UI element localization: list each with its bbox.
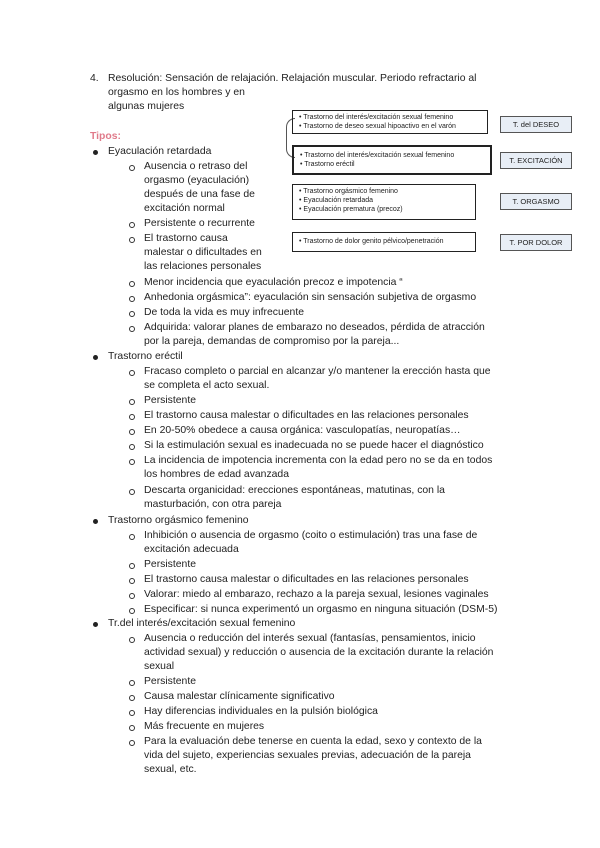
bullet-circle <box>129 608 135 614</box>
s1-item: las relaciones personales <box>144 261 262 272</box>
s3-item: Persistente <box>144 559 196 570</box>
bullet-circle <box>129 237 135 243</box>
bullet-dot <box>93 519 98 524</box>
s2-item: El trastorno causa malestar o dificultades en las relaciones personales <box>144 410 469 421</box>
s4-item: Para la evaluación debe tenerse en cuenta la edad, sexo y contexto de la <box>144 736 482 747</box>
s1-item: Adquirida: valorar planes de embarazo no deseados, pérdida de atracción <box>144 322 485 333</box>
bullet-circle <box>129 534 135 540</box>
section-title-eyaculacion-retardada: Eyaculación retardada <box>108 146 212 157</box>
bullet-circle <box>129 740 135 746</box>
bullet-circle <box>129 489 135 495</box>
bullet-circle <box>129 296 135 302</box>
diagram-box-excitacion <box>292 145 492 175</box>
bullet-circle <box>129 593 135 599</box>
s3-item: El trastorno causa malestar o dificultades en las relaciones personales <box>144 574 469 585</box>
box-line: • Trastorno orgásmico femenino <box>299 188 398 195</box>
bullet-circle <box>129 165 135 171</box>
bullet-circle <box>129 680 135 686</box>
s4-item: Ausencia o reducción del interés sexual (fantasías, pensamientos, inicio <box>144 633 476 644</box>
s2-item: La incidencia de impotencia incrementa con la edad pero no se da en todos <box>144 455 493 466</box>
s4-item: actividad sexual) y reducción o ausencia de la excitación durante la relación <box>144 647 494 658</box>
s1-item: Anhedonia orgásmica”: eyaculación sin sensación subjetiva de orgasmo <box>144 292 477 303</box>
resolution-line-2: orgasmo en los hombres y en <box>108 87 245 98</box>
s3-item: Especificar: si nunca experimentó un orgasmo en ninguna situación (DSM-5) <box>144 604 498 615</box>
s2-item: Fracaso completo o parcial en alcanzar y/o mantener la erección hasta que <box>144 366 491 377</box>
bullet-circle <box>129 444 135 450</box>
bullet-circle <box>129 222 135 228</box>
s4-item: Causa malestar clínicamente significativo <box>144 691 335 702</box>
bullet-dot <box>93 622 98 627</box>
s4-item: Hay diferencias individuales en la pulsión biológica <box>144 706 378 717</box>
s1-item: Menor incidencia que eyaculación precoz e impotencia “ <box>144 277 403 288</box>
s1-item: malestar o dificultades en <box>144 247 262 258</box>
bullet-circle <box>129 459 135 465</box>
s4-item: vida del sujeto, experiencias sexuales previas, adecuación de la pareja <box>144 750 471 761</box>
list-number: 4. <box>90 73 99 84</box>
tipos-heading: Tipos: <box>90 131 121 142</box>
box-line: • Trastorno de dolor genito pélvico/penetración <box>299 238 444 245</box>
box-line: • Trastorno de deseo sexual hipoactivo en el varón <box>299 123 456 130</box>
s2-item: Si la estimulación sexual es inadecuada no se puede hacer el diagnóstico <box>144 440 484 451</box>
bullet-circle <box>129 725 135 731</box>
s1-item: excitación normal <box>144 203 225 214</box>
diagram-box-orgasmo <box>292 184 476 220</box>
bullet-circle <box>129 429 135 435</box>
bullet-dot <box>93 355 98 360</box>
s1-item: Persistente o recurrente <box>144 218 255 229</box>
tag-dolor: T. POR DOLOR <box>500 234 572 251</box>
bullet-circle <box>129 578 135 584</box>
s2-item: En 20-50% obedece a causa orgánica: vasculopatías, neuropatías… <box>144 425 461 436</box>
section-title-interes-excitacion: Tr.del interés/excitación sexual femenino <box>108 618 296 629</box>
s4-item: Más frecuente en mujeres <box>144 721 265 732</box>
bullet-circle <box>129 281 135 287</box>
s2-item: se completa el acto sexual. <box>144 380 270 391</box>
section-title-trastorno-orgasmico: Trastorno orgásmico femenino <box>108 515 249 526</box>
s4-item: sexual <box>144 661 175 672</box>
bullet-circle <box>129 710 135 716</box>
s4-item: Persistente <box>144 676 196 687</box>
bullet-dot <box>93 150 98 155</box>
s2-item: los hombres de edad avanzada <box>144 469 289 480</box>
s2-item: Descarta organicidad: erecciones espontáneas, matutinas, con la <box>144 485 445 496</box>
bullet-circle <box>129 414 135 420</box>
box-line: • Trastorno eréctil <box>300 161 355 168</box>
s1-item: De toda la vida es muy infrecuente <box>144 307 304 318</box>
s1-item: por la pareja, demandas de compromiso por la pareja... <box>144 336 400 347</box>
resolution-line-1: Resolución: Sensación de relajación. Relajación muscular. Periodo refractario al <box>108 73 477 84</box>
s3-item: excitación adecuada <box>144 544 239 555</box>
s3-item: Inhibición o ausencia de orgasmo (coito o estimulación) tras una fase de <box>144 530 478 541</box>
s4-item: sexual, etc. <box>144 764 197 775</box>
box-line: • Eyaculación prematura (precoz) <box>299 206 403 213</box>
s2-item: masturbación, con otra pareja <box>144 499 282 510</box>
s1-item: Ausencia o retraso del <box>144 161 248 172</box>
bullet-circle <box>129 399 135 405</box>
s1-item: orgasmo (eyaculación) <box>144 175 250 186</box>
s3-item: Valorar: miedo al embarazo, rechazo a la pareja sexual, lesiones vaginales <box>144 589 489 600</box>
s1-item: después de una fase de <box>144 189 255 200</box>
bullet-circle <box>129 563 135 569</box>
tag-orgasmo: T. ORGASMO <box>500 193 572 210</box>
diagram-box-dolor <box>292 232 476 252</box>
box-line: • Eyaculación retardada <box>299 197 374 204</box>
bullet-circle <box>129 695 135 701</box>
box-line: • Trastorno del interés/excitación sexual femenino <box>299 114 454 121</box>
bullet-circle <box>129 637 135 643</box>
box-line: • Trastorno del interés/excitación sexual femenino <box>300 152 455 159</box>
tag-excitacion: T. EXCITACIÓN <box>500 152 572 169</box>
section-title-trastorno-erectil: Trastorno eréctil <box>108 351 183 362</box>
s2-item: Persistente <box>144 395 196 406</box>
resolution-line-3: algunas mujeres <box>108 101 185 112</box>
bullet-circle <box>129 370 135 376</box>
bullet-circle <box>129 311 135 317</box>
bullet-circle <box>129 326 135 332</box>
diagram-box-deseo <box>292 110 488 134</box>
tag-deseo: T. del DESEO <box>500 116 572 133</box>
s1-item: El trastorno causa <box>144 233 228 244</box>
